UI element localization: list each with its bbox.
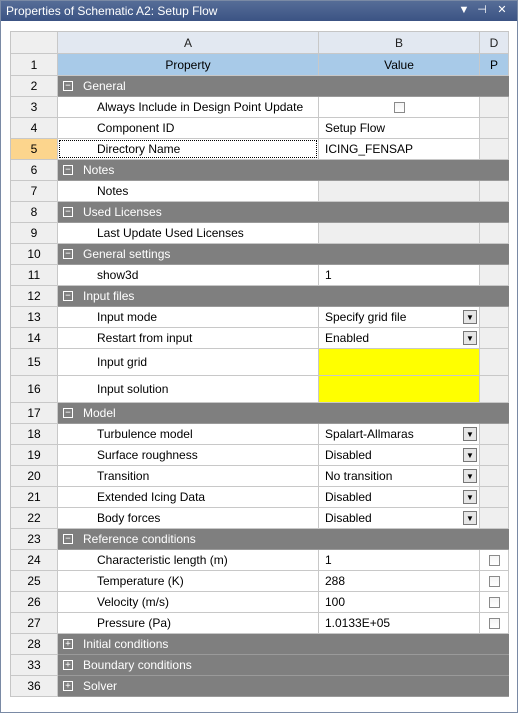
property-row-show3d[interactable]: [11, 265, 509, 286]
property-label: Notes: [97, 184, 129, 198]
row-number: 33: [11, 655, 58, 676]
expand-icon[interactable]: +: [63, 681, 73, 691]
parameter-cell[interactable]: [480, 571, 509, 592]
row-number: 13: [11, 307, 58, 328]
value-text: 1: [325, 268, 332, 282]
row-number: 25: [11, 571, 58, 592]
property-row-body-forces[interactable]: [11, 508, 509, 529]
parameter-checkbox[interactable]: [489, 597, 500, 608]
property-row-directory-name[interactable]: [11, 139, 509, 160]
row-number: 3: [11, 97, 58, 118]
collapse-icon[interactable]: −: [63, 81, 73, 91]
property-name-cell[interactable]: [58, 118, 319, 139]
parameter-cell: [480, 181, 509, 202]
category-row-boundary-conditions[interactable]: [11, 655, 509, 676]
category-header[interactable]: [58, 286, 509, 307]
property-value-cell[interactable]: [319, 613, 480, 634]
title-bar: [1, 1, 517, 21]
category-header[interactable]: [58, 76, 509, 97]
property-value-cell[interactable]: [319, 445, 480, 466]
dropdown-value: Enabled: [325, 331, 370, 345]
property-row-surface-roughness[interactable]: [11, 445, 509, 466]
category-row-initial-conditions[interactable]: [11, 634, 509, 655]
chevron-down-icon[interactable]: ▼: [463, 490, 477, 504]
property-value-cell: [319, 181, 480, 202]
collapse-icon[interactable]: −: [63, 408, 73, 418]
property-value-cell[interactable]: [319, 508, 480, 529]
row-number: 9: [11, 223, 58, 244]
parameter-cell: [480, 265, 509, 286]
row-number: 2: [11, 76, 58, 97]
category-label: Used Licenses: [83, 205, 162, 219]
property-label: Always Include in Design Point Update: [97, 100, 304, 114]
property-row-input-mode[interactable]: [11, 307, 509, 328]
property-label: Surface roughness: [97, 448, 198, 462]
row-number: 11: [11, 265, 58, 286]
parameter-cell: [480, 424, 509, 445]
category-label: Solver: [83, 679, 118, 693]
parameter-cell: [480, 139, 509, 160]
property-row-pressure-pa[interactable]: [11, 613, 509, 634]
value-text: ICING_FENSAP: [325, 142, 414, 156]
property-label: Input mode: [97, 310, 158, 324]
property-row-characteristic-length-m[interactable]: [11, 550, 509, 571]
row-number: 21: [11, 487, 58, 508]
window-title: Properties of Schematic A2: Setup Flow: [6, 4, 218, 18]
parameter-cell: [480, 487, 509, 508]
category-header[interactable]: [58, 160, 509, 181]
row-number: 16: [11, 376, 58, 403]
property-label: Pressure (Pa): [97, 616, 172, 630]
row-number: 26: [11, 592, 58, 613]
property-name-cell[interactable]: [58, 349, 319, 376]
expand-icon[interactable]: +: [63, 660, 73, 670]
row-number: 15: [11, 349, 58, 376]
row-number: 6: [11, 160, 58, 181]
property-name-cell[interactable]: [58, 592, 319, 613]
property-label: Transition: [97, 469, 150, 483]
property-row-component-id[interactable]: [11, 118, 509, 139]
category-row-reference-conditions[interactable]: [11, 529, 509, 550]
collapse-icon[interactable]: −: [63, 249, 73, 259]
category-row-general[interactable]: [11, 76, 509, 97]
row-number: 27: [11, 613, 58, 634]
property-label: Restart from input: [97, 331, 193, 345]
category-header[interactable]: [58, 202, 509, 223]
property-name-cell[interactable]: [58, 571, 319, 592]
close-icon[interactable]: ✕: [497, 4, 507, 16]
category-label: Boundary conditions: [83, 658, 192, 672]
property-name-cell[interactable]: [58, 223, 319, 244]
collapse-icon[interactable]: −: [63, 534, 73, 544]
row-number: 4: [11, 118, 58, 139]
category-header[interactable]: [58, 655, 509, 676]
row-number: 7: [11, 181, 58, 202]
collapse-icon[interactable]: −: [63, 207, 73, 217]
value-text: Setup Flow: [325, 121, 386, 135]
property-name-cell[interactable]: [58, 445, 319, 466]
property-name-cell[interactable]: [58, 376, 319, 403]
property-column-title: Property: [58, 54, 319, 76]
category-header[interactable]: [58, 244, 509, 265]
chevron-down-icon[interactable]: ▼: [463, 310, 477, 324]
property-value-cell[interactable]: [319, 592, 480, 613]
category-label: Initial conditions: [83, 637, 169, 651]
category-label: General settings: [83, 247, 171, 261]
parameter-cell: [480, 223, 509, 244]
category-label: Notes: [83, 163, 115, 177]
property-value-cell[interactable]: [319, 487, 480, 508]
row-number: 10: [11, 244, 58, 265]
property-value-cell[interactable]: [319, 265, 480, 286]
chevron-down-icon[interactable]: ▼: [463, 427, 477, 441]
dropdown-icon[interactable]: ▼: [458, 4, 470, 16]
category-header[interactable]: [58, 676, 509, 697]
category-header[interactable]: [58, 634, 509, 655]
row-number: 20: [11, 466, 58, 487]
property-name-cell[interactable]: [58, 181, 319, 202]
category-label: Reference conditions: [83, 532, 196, 546]
property-name-cell[interactable]: [58, 139, 319, 160]
row-number: 24: [11, 550, 58, 571]
property-label: Extended Icing Data: [97, 490, 206, 504]
corner-cell: [11, 32, 58, 54]
property-value-cell[interactable]: [319, 97, 480, 118]
property-label: Last Update Used Licenses: [97, 226, 244, 240]
category-row-solver[interactable]: [11, 676, 509, 697]
property-label: Turbulence model: [97, 427, 193, 441]
parameter-cell: [480, 118, 509, 139]
property-label: Input grid: [97, 355, 148, 369]
property-label: Characteristic length (m): [97, 553, 228, 567]
parameter-cell: [480, 349, 509, 376]
category-header[interactable]: [58, 529, 509, 550]
property-label: Velocity (m/s): [97, 595, 170, 609]
row-number: 17: [11, 403, 58, 424]
column-letter-header: [11, 32, 509, 54]
row-number: 19: [11, 445, 58, 466]
property-label: show3d: [97, 268, 139, 282]
property-name-cell[interactable]: [58, 613, 319, 634]
property-row-input-solution[interactable]: [11, 376, 509, 403]
property-name-cell[interactable]: [58, 265, 319, 286]
property-name-cell[interactable]: [58, 508, 319, 529]
row-number: 36: [11, 676, 58, 697]
category-row-notes[interactable]: [11, 160, 509, 181]
property-row-notes[interactable]: [11, 181, 509, 202]
parameter-cell: [480, 466, 509, 487]
parameter-cell: [480, 307, 509, 328]
pin-icon[interactable]: ⊣: [477, 4, 487, 16]
row-number: 14: [11, 328, 58, 349]
property-name-cell[interactable]: [58, 97, 319, 118]
property-value-cell[interactable]: [319, 139, 480, 160]
property-label: Input solution: [97, 382, 169, 396]
row-number: 12: [11, 286, 58, 307]
dropdown-value: No transition: [325, 469, 393, 483]
property-row-always-include-in-design-point-update[interactable]: [11, 97, 509, 118]
parameter-column-title: P: [480, 54, 509, 76]
value-text: 288: [325, 574, 346, 588]
property-value-cell[interactable]: [319, 571, 480, 592]
value-text: 100: [325, 595, 346, 609]
property-value-cell[interactable]: [319, 307, 480, 328]
property-name-cell[interactable]: [58, 487, 319, 508]
parameter-cell: [480, 445, 509, 466]
property-value-cell[interactable]: [319, 550, 480, 571]
chevron-down-icon[interactable]: ▼: [463, 448, 477, 462]
properties-table: [10, 31, 509, 697]
parameter-cell[interactable]: [480, 592, 509, 613]
category-row-input-files[interactable]: [11, 286, 509, 307]
category-label: Input files: [83, 289, 135, 303]
property-name-cell[interactable]: [58, 550, 319, 571]
category-label: General: [83, 79, 126, 93]
category-row-general-settings[interactable]: [11, 244, 509, 265]
column-a-header[interactable]: A: [58, 32, 319, 54]
dropdown-value: Spalart-Allmaras: [325, 427, 414, 441]
property-row-turbulence-model[interactable]: [11, 424, 509, 445]
collapse-icon[interactable]: −: [63, 291, 73, 301]
parameter-cell[interactable]: [480, 613, 509, 634]
row-number: 22: [11, 508, 58, 529]
parameter-checkbox[interactable]: [489, 576, 500, 587]
property-value-cell[interactable]: [319, 424, 480, 445]
column-title-row: [11, 54, 509, 76]
chevron-down-icon[interactable]: ▼: [463, 331, 477, 345]
row-number: 28: [11, 634, 58, 655]
property-name-cell[interactable]: [58, 328, 319, 349]
property-value-cell[interactable]: [319, 376, 480, 403]
property-row-input-grid[interactable]: [11, 349, 509, 376]
category-row-used-licenses[interactable]: [11, 202, 509, 223]
property-label: Temperature (K): [97, 574, 184, 588]
expand-icon[interactable]: +: [63, 639, 73, 649]
property-label: Directory Name: [58, 139, 318, 159]
property-name-cell[interactable]: [58, 424, 319, 445]
property-row-velocity-m-s[interactable]: [11, 592, 509, 613]
dropdown-value: Disabled: [325, 511, 372, 525]
property-name-cell[interactable]: [58, 466, 319, 487]
property-label: Body forces: [97, 511, 161, 525]
property-name-cell[interactable]: [58, 307, 319, 328]
parameter-cell: [480, 97, 509, 118]
property-value-cell[interactable]: [319, 349, 480, 376]
category-header[interactable]: [58, 403, 509, 424]
dropdown-value: Disabled: [325, 448, 372, 462]
row-number: 23: [11, 529, 58, 550]
property-row-extended-icing-data[interactable]: [11, 487, 509, 508]
property-label: Component ID: [97, 121, 175, 135]
column-d-header[interactable]: D: [480, 32, 509, 54]
collapse-icon[interactable]: −: [63, 165, 73, 175]
parameter-cell: [480, 328, 509, 349]
value-text: 1.0133E+05: [325, 616, 391, 630]
property-value-cell: [319, 223, 480, 244]
dropdown-value: Specify grid file: [325, 310, 407, 324]
property-row-transition[interactable]: [11, 466, 509, 487]
parameter-checkbox[interactable]: [489, 618, 500, 629]
chevron-down-icon[interactable]: ▼: [463, 511, 477, 525]
dropdown-value: Disabled: [325, 490, 372, 504]
category-row-model[interactable]: [11, 403, 509, 424]
parameter-cell: [480, 508, 509, 529]
parameter-cell[interactable]: [480, 550, 509, 571]
property-row-restart-from-input[interactable]: [11, 328, 509, 349]
row-number: 5: [11, 139, 58, 160]
chevron-down-icon[interactable]: ▼: [463, 469, 477, 483]
property-value-cell[interactable]: [319, 118, 480, 139]
value-column-title: Value: [319, 54, 480, 76]
parameter-checkbox[interactable]: [489, 555, 500, 566]
value-text: 1: [325, 553, 332, 567]
property-value-cell[interactable]: [319, 466, 480, 487]
property-row-last-update-used-licenses[interactable]: [11, 223, 509, 244]
design-point-checkbox[interactable]: [394, 102, 405, 113]
row-number: 1: [11, 54, 58, 76]
row-number: 18: [11, 424, 58, 445]
property-row-temperature-k[interactable]: [11, 571, 509, 592]
column-b-header[interactable]: B: [319, 32, 480, 54]
property-value-cell[interactable]: [319, 328, 480, 349]
category-label: Model: [83, 406, 116, 420]
parameter-cell: [480, 376, 509, 403]
row-number: 8: [11, 202, 58, 223]
